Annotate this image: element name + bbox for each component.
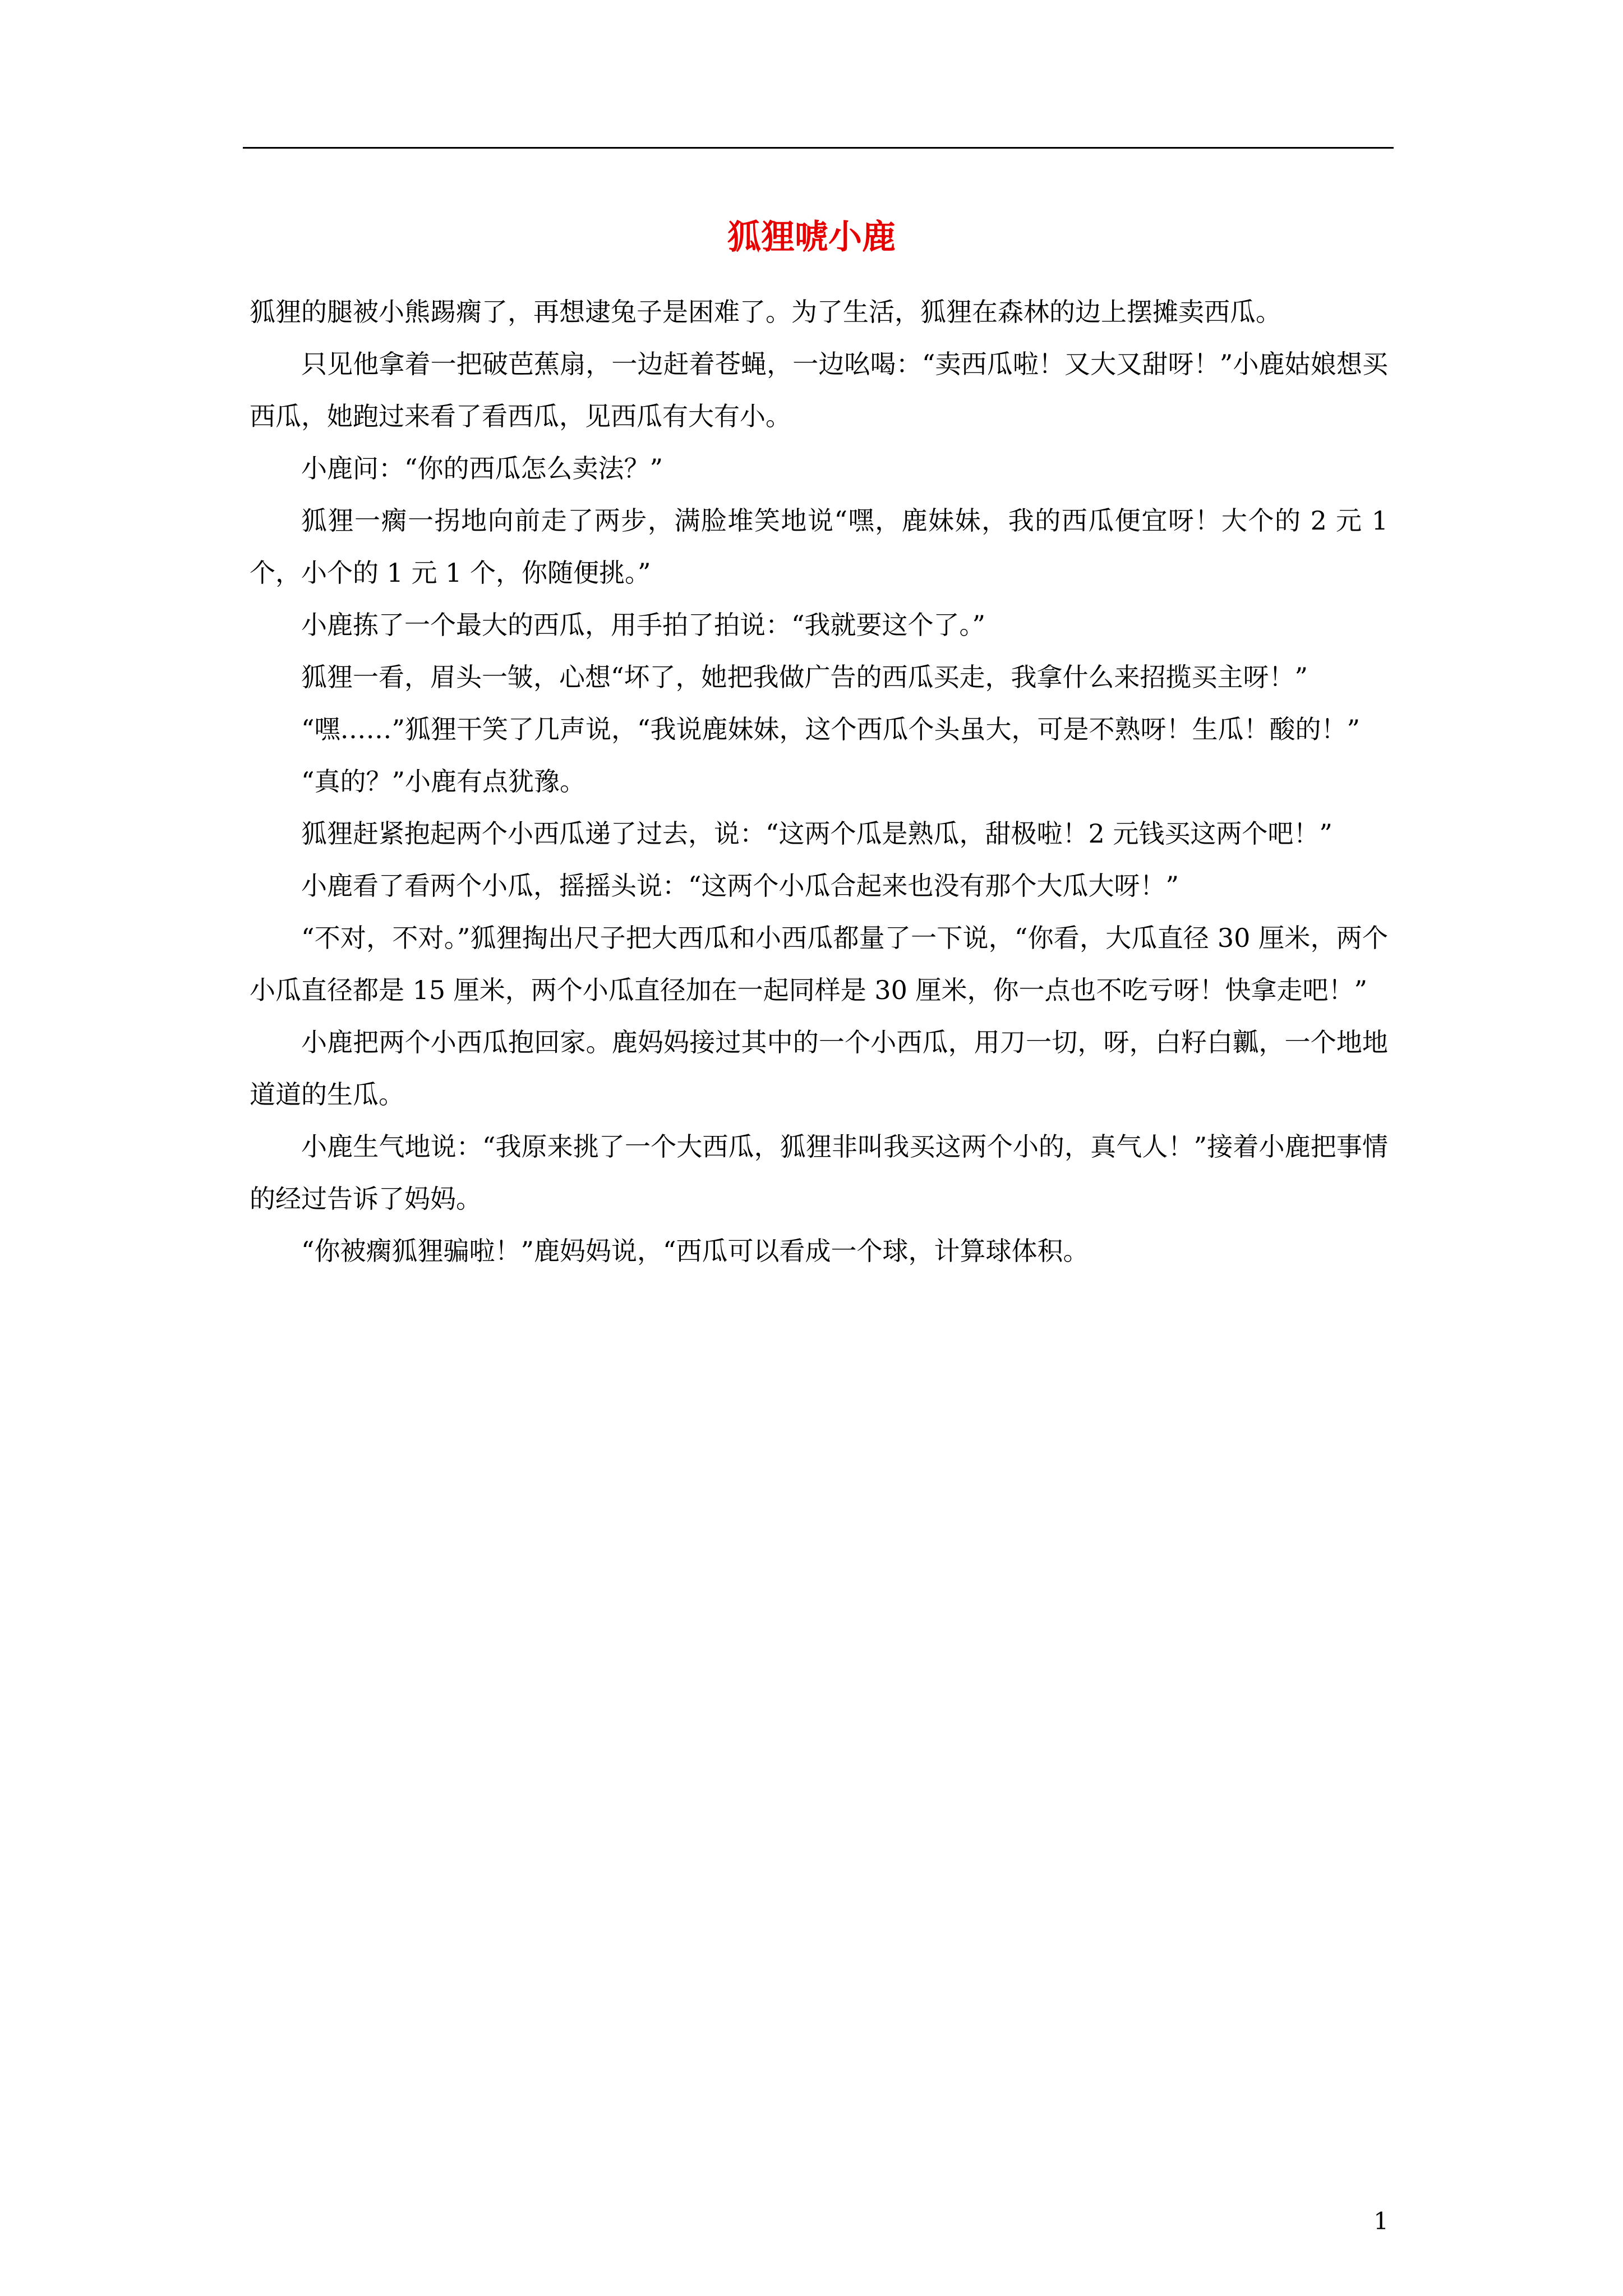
paragraph: 小鹿拣了一个最大的西瓜，用手拍了拍说：“我就要这个了。”	[301, 610, 986, 640]
page-number: 1	[1373, 2207, 1389, 2235]
paragraph: 狐狸赶紧抱起两个小西瓜递了过去，说：“这两个瓜是熟瓜，甜极啦！2 元钱买这两个吧！”	[301, 818, 1332, 849]
paragraph: 只见他拿着一把破芭蕉扇，一边赶着苍蝇，一边吆喝：“卖西瓜啦！又大又甜呀！”小鹿姑娘想买西瓜，她跑过来看了看西瓜，见西瓜有大有小。	[250, 349, 1388, 431]
story-body	[250, 286, 1388, 1277]
paragraph: 狐狸一看，眉头一皱，心想“坏了，她把我做广告的西瓜买走，我拿什么来招揽买主呀！”	[301, 662, 1308, 692]
paragraph: 狐狸一瘸一拐地向前走了两步，满脸堆笑地说“嘿，鹿妹妹，我的西瓜便宜呀！大个的 2 元 1 个，小个的 1 元 1 个，你随便挑。”	[250, 505, 1388, 588]
document-title: 狐狸唬小鹿	[727, 218, 896, 257]
header-rule	[243, 147, 1394, 149]
paragraph: 小鹿生气地说：“我原来挑了一个大西瓜，狐狸非叫我买这两个小的，真气人！”接着小鹿把事情的经过告诉了妈妈。	[250, 1131, 1388, 1214]
paragraph: 小鹿看了看两个小瓜，摇摇头说：“这两个小瓜合起来也没有那个大瓜大呀！”	[301, 871, 1179, 901]
paragraph: “你被瘸狐狸骗啦！”鹿妈妈说，“西瓜可以看成一个球，计算球体积。	[301, 1236, 1089, 1266]
paragraph: “嘿……”狐狸干笑了几声说，“我说鹿妹妹，这个西瓜个头虽大，可是不熟呀！生瓜！酸的！”	[301, 714, 1361, 744]
paragraph: 小鹿问：“你的西瓜怎么卖法？”	[301, 453, 663, 484]
paragraph: 小鹿把两个小西瓜抱回家。鹿妈妈接过其中的一个小西瓜，用刀一切，呀，白籽白瓤，一个地地道道的生瓜。	[250, 1027, 1388, 1110]
paragraph: “真的？”小鹿有点犹豫。	[301, 766, 586, 797]
paragraph: 狐狸的腿被小熊踢瘸了，再想逮兔子是困难了。为了生活，狐狸在森林的边上摆摊卖西瓜。	[250, 297, 1281, 327]
paragraph: “不对，不对。”狐狸掏出尺子把大西瓜和小西瓜都量了一下说，“你看，大瓜直径 30 厘米，两个小瓜直径都是 15 厘米，两个小瓜直径加在一起同样是 30 厘米，你一点也不吃亏呀！快拿走吧！”	[250, 923, 1388, 1005]
